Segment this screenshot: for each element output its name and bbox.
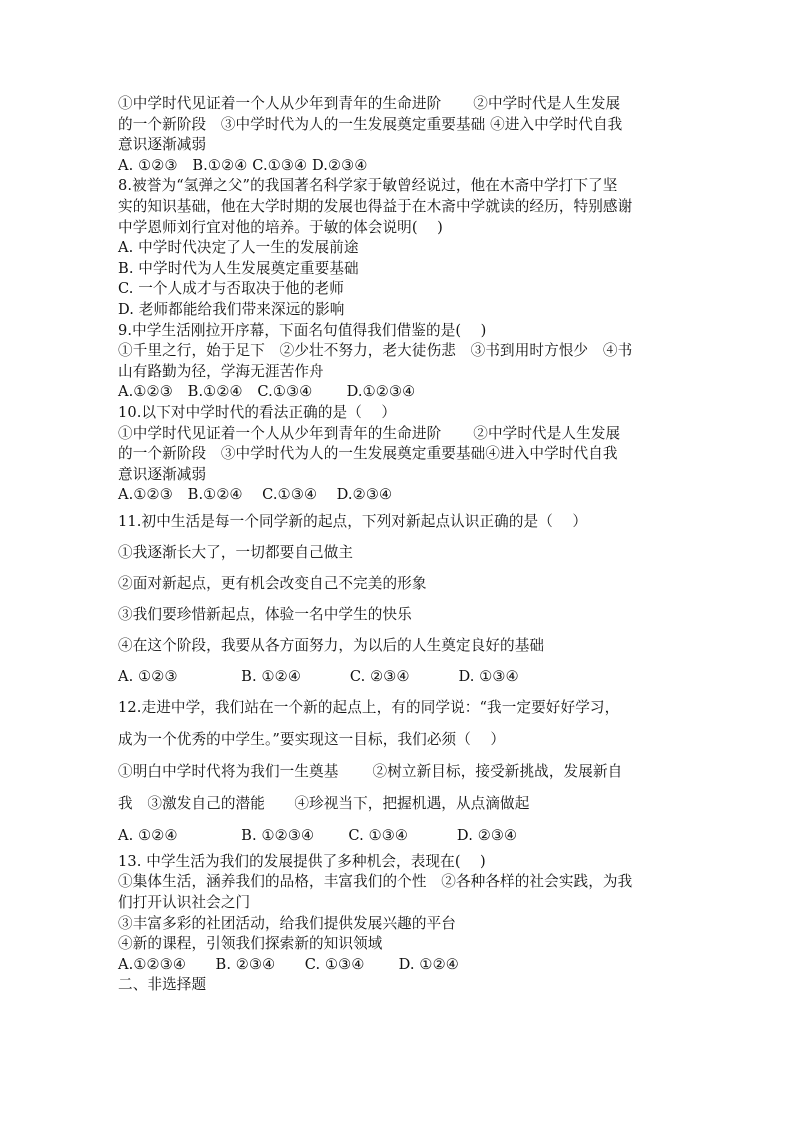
q10-statement-2: ②中学时代是人生发展	[473, 424, 621, 442]
section-heading-non-choice: 二、非选择题	[118, 976, 207, 994]
q10-line-1	[118, 424, 678, 445]
q12-line-1: ①明白中学时代将为我们一生奠基 ②树立新目标，接受新挑战，发展新自	[118, 762, 623, 780]
q10-line-2: 的一个新阶段 ③中学时代为人的一生发展奠定重要基础④进入中学时代自我	[118, 445, 618, 463]
q12-line-2: 我 ③激发自己的潜能 ④珍视当下，把握机遇，从点滴做起	[118, 794, 530, 812]
q13-line-1: ①集体生活，涵养我们的品格，丰富我们的个性 ②各种各样的社会实践，为我	[118, 873, 633, 891]
q9-line-1: ①千里之行，始于足下 ②少壮不努力，老大徒伤悲 ③书到用时方恨少 ④书	[118, 342, 633, 360]
q7-line-2: 的一个新阶段 ③中学时代为人的一生发展奠定重要基础 ④进入中学时代自我	[118, 115, 623, 133]
q13-options: A.①②③④ B. ②③④ C. ①③④ D. ①②④	[118, 955, 459, 973]
q11-item-3: ③我们要珍惜新起点，体验一名中学生的快乐	[118, 605, 412, 623]
q13-line-4: ④新的课程，引领我们探索新的知识领域	[118, 935, 383, 953]
exam-page	[118, 94, 678, 996]
q7-line-1	[118, 94, 678, 115]
q12-options: A. ①②④ B. ①②③④ C. ①③④ D. ②③④	[118, 826, 518, 844]
q11-item-4: ④在这个阶段，我要从各方面努力，为以后的人生奠定良好的基础	[118, 636, 545, 654]
q8-option-a: A. 中学时代决定了人一生的发展前途	[118, 239, 359, 257]
q11-options: A. ①②③ B. ①②④ C. ②③④ D. ①③④	[118, 667, 519, 685]
q11-item-1: ①我逐渐长大了，一切都要自己做主	[118, 543, 354, 561]
q10-line-3: 意识逐渐减弱	[118, 465, 207, 483]
q8-option-b: B. 中学时代为人生发展奠定重要基础	[118, 259, 359, 277]
q7-line-3: 意识逐渐减弱	[118, 136, 207, 154]
q12-stem-1: 12.走进中学，我们站在一个新的起点上，有的同学说：“我一定要好好学习，	[118, 698, 620, 716]
q10-options: A.①②③ B.①②④ C.①③④ D.②③④	[118, 486, 393, 504]
q9-line-2: 山有路勤为径，学海无涯苦作舟	[118, 362, 324, 380]
q11-item-2: ②面对新起点，更有机会改变自己不完美的形象	[118, 574, 427, 592]
q8-option-d: D. 老师都能给我们带来深远的影响	[118, 300, 345, 318]
q7-statement-1: ①中学时代见证着一个人从少年到青年的生命进阶	[118, 95, 442, 112]
q13-line-2: 们打开认识社会之门	[118, 894, 251, 912]
q8-stem-3: 中学恩师刘行宜对他的培养。于敏的体会说明( )	[118, 218, 443, 236]
q13-line-3: ③丰富多彩的社团活动，给我们提供发展兴趣的平台	[118, 914, 456, 932]
q7-statement-2: ②中学时代是人生发展	[473, 95, 621, 112]
q12-stem-2: 成为一个优秀的中学生。”要实现这一目标，我们必须（ ）	[118, 730, 506, 748]
q11-stem: 11.初中生活是每一个同学新的起点，下列对新起点认识正确的是（ ）	[118, 512, 588, 530]
q8-option-c: C. 一个人成才与否取决于他的老师	[118, 280, 344, 298]
q7-options: A. ①②③ B.①②④ C.①③④ D.②③④	[118, 156, 368, 174]
q10-stem: 10.以下对中学时代的看法正确的是（ ）	[118, 403, 397, 421]
q9-options: A.①②③ B.①②④ C.①③④ D.①②③④	[118, 383, 416, 401]
q13-stem: 13. 中学生活为我们的发展提供了多种机会，表现在( )	[118, 852, 486, 870]
q8-stem-2: 实的知识基础，他在大学时期的发展也得益于在木斋中学就读的经历，特别感谢	[118, 197, 633, 215]
q9-stem: 9.中学生活刚拉开序幕，下面名句值得我们借鉴的是( )	[118, 321, 487, 339]
q8-stem-1: 8.被誉为“氢弹之父”的我国著名科学家于敏曾经说过，他在木斋中学打下了坚	[118, 177, 618, 195]
q10-statement-1: ①中学时代见证着一个人从少年到青年的生命进阶	[118, 424, 442, 442]
